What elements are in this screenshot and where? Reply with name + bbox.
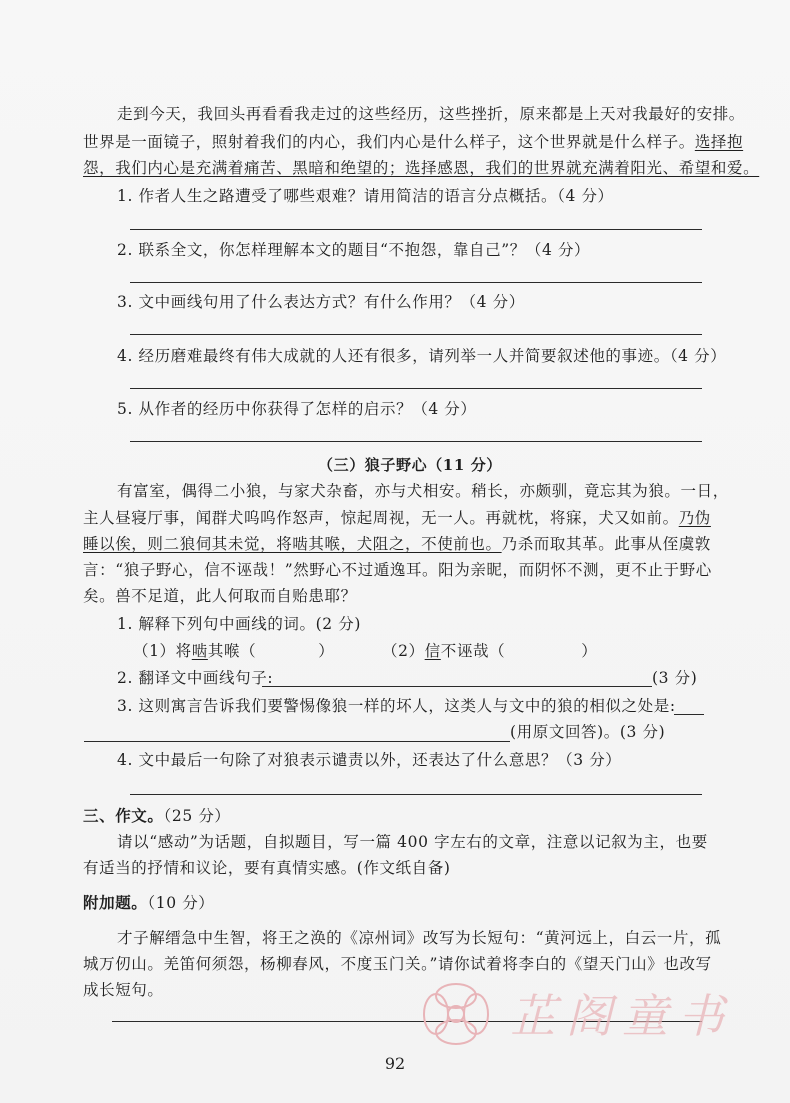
answer-line-1[interactable] <box>130 229 702 230</box>
story-line-1: 有富室，偶得二小狼，与家犬杂畜，亦与犬相安。稍长，亦颇驯，竟忘其为狼。一日， <box>117 482 729 500</box>
story-line-4: 言：“狼子野心，信不诬哉！”然野心不过遁逸耳。阳为亲昵，而阴怀不测，更不止于野心 <box>83 561 712 579</box>
s3-answer-line-4[interactable] <box>130 794 702 795</box>
q1a-suffix: 其喉（ <box>207 642 257 660</box>
bonus-line-2: 城万仞山。羌笛何须怨，杨柳春风，不度玉门关。”请你试着将李白的《望天门山》也改写 <box>83 955 712 973</box>
q1a-target-word: 啮 <box>191 642 208 660</box>
q1a-close: ） <box>318 642 335 660</box>
story-line-2 <box>83 508 711 528</box>
s3-question-1: 1. 解释下列句中画线的词。(2 分) <box>117 615 361 633</box>
q1b-blank[interactable] <box>505 645 581 661</box>
essay-score: （25 分） <box>163 807 231 825</box>
story-line-3 <box>83 534 711 554</box>
answer-line-4[interactable] <box>130 388 702 389</box>
watermark-logo <box>410 968 770 1063</box>
essay-heading <box>83 806 231 826</box>
passage-line-2-text: 世界是一面镜子，照射着我们的内心，我们内心是什么样子，这个世界就是什么样子。 <box>83 133 695 151</box>
q1b-close: ） <box>581 642 598 660</box>
watermark-flower-icon <box>424 984 488 1044</box>
section-3-title: （三）狼子野心（11 分） <box>318 456 502 474</box>
essay-line-2: 有适当的抒情和议论，要有真情实感。(作文纸自备) <box>83 859 451 877</box>
passage-line-2 <box>83 132 743 152</box>
story-underline-start: 乃伪 <box>678 509 711 527</box>
bonus-line-3: 成长短句。 <box>83 981 164 999</box>
q1a-prefix: （1）将 <box>133 642 192 660</box>
s3-question-3: 3. 这则寓言告诉我们要警惕像狼一样的坏人，这类人与文中的狼的相似之处是: <box>117 697 676 715</box>
s3-q3-blank[interactable] <box>84 741 510 742</box>
essay-line-1: 请以“感动”为话题，自拟题目，写一篇 400 字左右的文章，注意以记叙为主，也要 <box>117 833 708 851</box>
translate-blank[interactable] <box>262 686 652 687</box>
answer-line-2[interactable] <box>130 282 702 283</box>
story-line-3-text: 乃杀而取其革。此事从侄虞敦 <box>501 535 711 553</box>
underlined-sentence: 怨，我们内心是充满着痛苦、黑暗和绝望的；选择感恩，我们的世界就充满着阳光、希望和爱。 <box>83 159 760 177</box>
story-underline-sentence: 睡以俟，则二狼伺其未觉，将啮其喉，犬阻之，不使前也。 <box>83 535 502 553</box>
passage-line-1: 走到今天，我回头再看看我走过的这些经历，这些挫折，原来都是上天对我最好的安排。 <box>117 105 745 123</box>
question-4: 4. 经历磨难最终有伟大成就的人还有很多，请列举一人并简要叙述他的事迹。（4 分） <box>117 347 727 365</box>
s3-question-1b <box>382 641 597 661</box>
underlined-sentence-start: 选择抱 <box>694 133 744 151</box>
s3-question-1a <box>133 641 334 661</box>
bonus-line-1: 才子解缙急中生智，将王之涣的《凉州词》改写为长短句：“黄河远上，白云一片，孤 <box>117 929 722 947</box>
question-1: 1. 作者人生之路遭受了哪些艰难？请用简洁的语言分点概括。（4 分） <box>117 187 614 205</box>
answer-line-5[interactable] <box>130 441 702 442</box>
s3-question-2: 2. 翻译文中画线句子: <box>117 669 274 687</box>
story-line-5: 矣。兽不足道，此人何取而自贻患耶？ <box>83 587 357 605</box>
s3-q3-blank-end[interactable] <box>674 714 704 715</box>
q1b-prefix: （2） <box>382 642 425 660</box>
question-5: 5. 从作者的经历中你获得了怎样的启示？（4 分） <box>117 400 477 418</box>
page-number: 92 <box>384 1054 406 1073</box>
s3-question-2-score: (3 分) <box>652 669 698 687</box>
answer-line-3[interactable] <box>130 334 702 335</box>
s3-question-3-tail: (用原文回答)。(3 分) <box>510 723 666 741</box>
q1b-suffix: 不诬哉（ <box>440 642 506 660</box>
question-3: 3. 文中画线句用了什么表达方式？有什么作用？（4 分） <box>117 293 525 311</box>
watermark-text: 芷阁童书 <box>510 989 734 1043</box>
bonus-heading <box>83 893 214 913</box>
essay-heading-text: 三、作文。 <box>83 806 164 825</box>
bonus-heading-text: 附加题。 <box>83 893 148 912</box>
q1b-target-word: 信 <box>424 642 441 660</box>
s3-question-4: 4. 文中最后一句除了对狼表示谴责以外，还表达了什么意思？（3 分） <box>117 751 622 769</box>
question-2: 2. 联系全文，你怎样理解本文的题目“不抱怨，靠自己”？（4 分） <box>117 241 591 259</box>
bonus-score: （10 分） <box>147 894 215 912</box>
q1a-blank[interactable] <box>256 645 318 661</box>
story-line-2-text: 主人昼寝厅事，闻群犬呜呜作怒声，惊起周视，无一人。再就枕，将寐，犬又如前。 <box>83 509 679 527</box>
